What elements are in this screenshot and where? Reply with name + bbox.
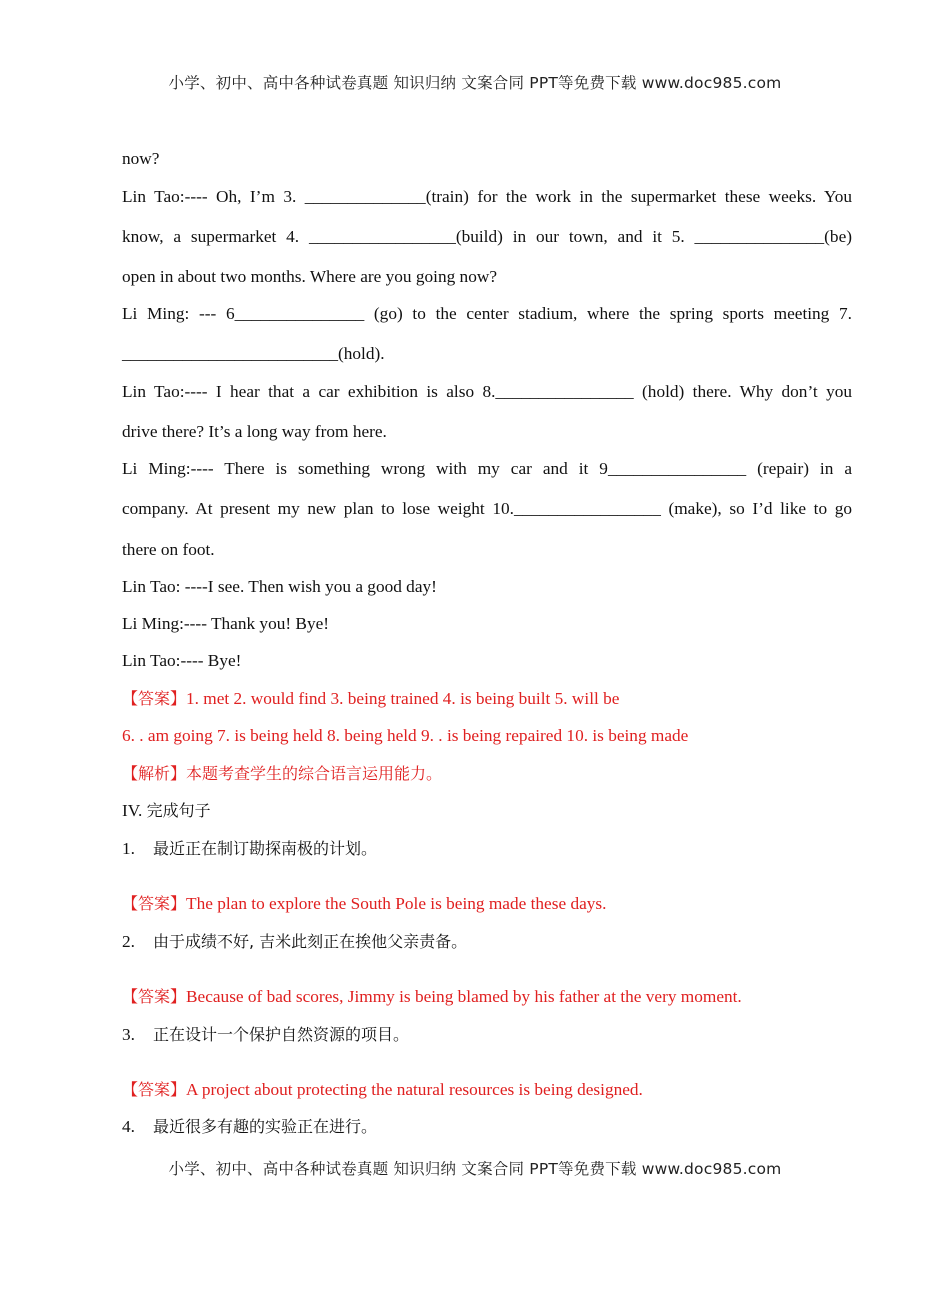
section-title: 完成句子 bbox=[146, 801, 211, 820]
dialogue-line: Li Ming:---- There is something wrong with my car and it 9________________ (repair) in a bbox=[122, 459, 852, 478]
answer-text: A project about protecting the natural resources is being designed. bbox=[186, 1080, 643, 1099]
question-number: 3. bbox=[122, 1025, 135, 1044]
page-header: 小学、初中、高中各种试卷真题 知识归纳 文案合同 PPT等免费下载 www.doc985.com bbox=[168, 74, 782, 92]
answer-tag: 【答案】 bbox=[122, 689, 187, 708]
answer-tag: 【答案】 bbox=[122, 1080, 187, 1099]
answer-text: Because of bad scores, Jimmy is being blamed by his father at the very moment. bbox=[186, 987, 742, 1006]
question-text: 最近很多有趣的实验正在进行。 bbox=[153, 1117, 378, 1136]
question-number: 4. bbox=[122, 1117, 135, 1136]
dialogue-line: _________________________(hold). bbox=[122, 344, 385, 363]
analysis-tag: 【解析】 bbox=[122, 764, 187, 783]
dialogue-line: know, a supermarket 4. _________________(build) in our town, and it 5. _______________(be) bbox=[122, 227, 852, 246]
answer-text: The plan to explore the South Pole is being made these days. bbox=[186, 894, 607, 913]
dialogue-line: Lin Tao: ----I see. Then wish you a good day! bbox=[122, 577, 437, 596]
answer-tag: 【答案】 bbox=[122, 894, 187, 913]
dialogue-line: Li Ming:---- Thank you! Bye! bbox=[122, 614, 330, 633]
dialogue-line: drive there? It’s a long way from here. bbox=[122, 422, 387, 441]
question-item bbox=[122, 931, 852, 953]
page-footer: 小学、初中、高中各种试卷真题 知识归纳 文案合同 PPT等免费下载 www.doc985.com bbox=[168, 1160, 782, 1178]
answer-line-2: 6. . am going 7. is being held 8. being held 9. . is being repaired 10. is being made bbox=[122, 726, 689, 745]
question-item bbox=[122, 1116, 852, 1138]
dialogue-line: there on foot. bbox=[122, 540, 215, 559]
question-text: 最近正在制订勘探南极的计划。 bbox=[153, 839, 378, 858]
dialogue-line: now? bbox=[122, 149, 160, 168]
answer-tag: 【答案】 bbox=[122, 987, 187, 1006]
analysis-line bbox=[122, 763, 852, 785]
dialogue-line: Lin Tao:---- I hear that a car exhibition is also 8.________________ (hold) there. Why don’t you bbox=[122, 382, 852, 401]
analysis-text: 本题考查学生的综合语言运用能力。 bbox=[186, 764, 443, 783]
question-item bbox=[122, 838, 852, 860]
dialogue-line: open in about two months. Where are you going now? bbox=[122, 267, 497, 286]
question-answer bbox=[122, 1079, 852, 1101]
dialogue-line: Lin Tao:---- Bye! bbox=[122, 651, 242, 670]
question-number: 1. bbox=[122, 839, 135, 858]
question-number: 2. bbox=[122, 932, 135, 951]
question-answer bbox=[122, 986, 852, 1008]
answer-text: 1. met 2. would find 3. being trained 4. is being built 5. will be bbox=[186, 689, 620, 708]
answer-line-1 bbox=[122, 688, 852, 710]
question-answer bbox=[122, 893, 852, 915]
dialogue-line: company. At present my new plan to lose weight 10._________________ (make), so I’d like to go bbox=[122, 499, 852, 518]
question-item bbox=[122, 1024, 852, 1046]
question-text: 由于成绩不好, 吉米此刻正在挨他父亲责备。 bbox=[153, 932, 468, 951]
dialogue-line: Lin Tao:---- Oh, I’m 3. ______________(train) for the work in the supermarket these weeks. You bbox=[122, 187, 852, 206]
section-roman: IV. bbox=[122, 801, 147, 820]
dialogue-line: Li Ming: --- 6_______________ (go) to the center stadium, where the spring sports meeting 7. bbox=[122, 304, 852, 323]
section-heading bbox=[122, 800, 852, 822]
question-text: 正在设计一个保护自然资源的项目。 bbox=[153, 1025, 410, 1044]
